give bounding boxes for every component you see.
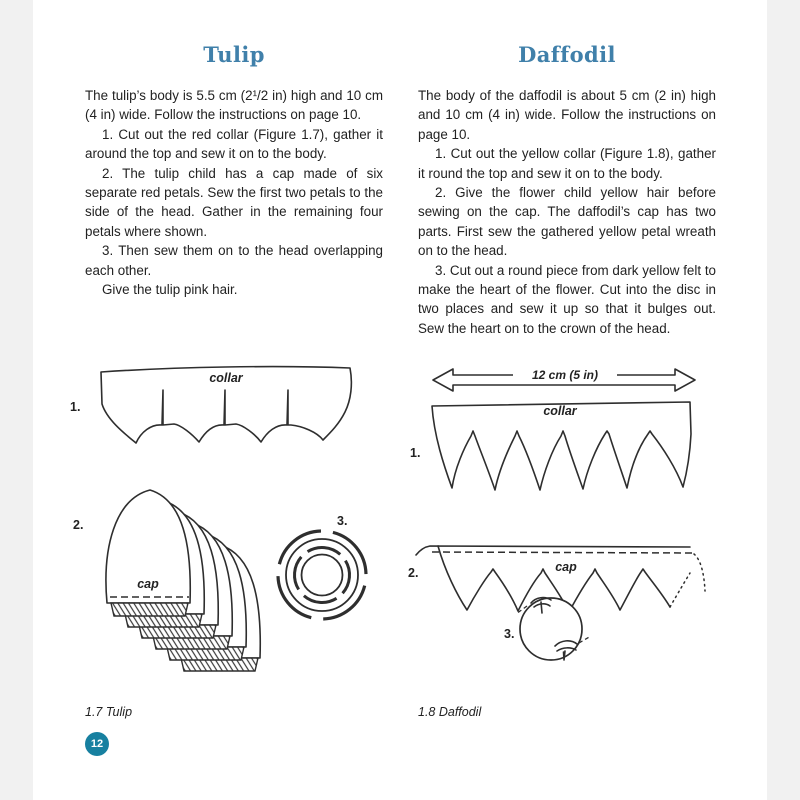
daffodil-cap-and-heart-drawing <box>413 533 713 673</box>
daffodil-title: Daffodil <box>518 42 616 67</box>
tulip-step-2: 2. The tulip child has a cap made of six separate red petals. Sew the first two petals to the side of the head. Gather in the remaining four petals where shown. <box>85 165 383 239</box>
tulip-intro: The tulip’s body is 5.5 cm (2¹/2 in) high and 10 cm (4 in) wide. Follow the instructions on page 10. <box>85 88 383 123</box>
daffodil-figure-caption: 1.8 Daffodil <box>418 705 482 719</box>
tulip-collar-label: collar <box>209 371 243 385</box>
tulip-figure-step-2-number: 2. <box>73 518 84 532</box>
daffodil-step-2: 2. Give the flower child yellow hair before sewing on the cap. The daffodil’s cap has two parts. First sew the gathered yellow petal wreath on to the head. <box>418 185 716 259</box>
daffodil-intro: The body of the daffodil is about 5 cm (2 in) high and 10 cm (4 in) wide. Follow the instructions on page 10. <box>418 88 716 142</box>
tulip-head-topview-drawing <box>274 527 370 623</box>
tulip-step-3: 3. Then sew them on to the head overlapping each other. <box>85 243 383 278</box>
daffodil-dimension-label: 12 cm (5 in) <box>513 368 617 382</box>
daffodil-figure-step-3-number: 3. <box>504 627 515 641</box>
page-number: 12 <box>90 738 104 750</box>
daffodil-figure-step-1-number: 1. <box>410 446 421 460</box>
daffodil-collar-label: collar <box>543 404 577 418</box>
daffodil-column <box>418 42 716 338</box>
daffodil-step-1: 1. Cut out the yellow collar (Figure 1.8), gather it round the top and sew it on to the body. <box>418 146 716 181</box>
daffodil-step-3: 3. Cut out a round piece from dark yellow felt to make the heart of the flower. Cut into the disc in two places and sew it up so that it bulges out. Sew the heart on to the crown of the head. <box>418 262 716 336</box>
tulip-cap-label: cap <box>137 577 159 591</box>
tulip-figure-step-1-number: 1. <box>70 400 81 414</box>
daffodil-figure-step-2-number: 2. <box>408 566 419 580</box>
page-number-badge <box>85 732 109 756</box>
tulip-column <box>85 42 383 299</box>
tulip-step-1: 1. Cut out the red collar (Figure 1.7), gather it around the top and sew it on to the body. <box>85 126 383 162</box>
tulip-figure-caption: 1.7 Tulip <box>85 705 133 719</box>
tulip-note: Give the tulip pink hair. <box>102 282 238 298</box>
tulip-title: Tulip <box>203 42 265 67</box>
daffodil-cap-label: cap <box>555 560 577 574</box>
tulip-figure-step-3-number: 3. <box>337 514 348 528</box>
